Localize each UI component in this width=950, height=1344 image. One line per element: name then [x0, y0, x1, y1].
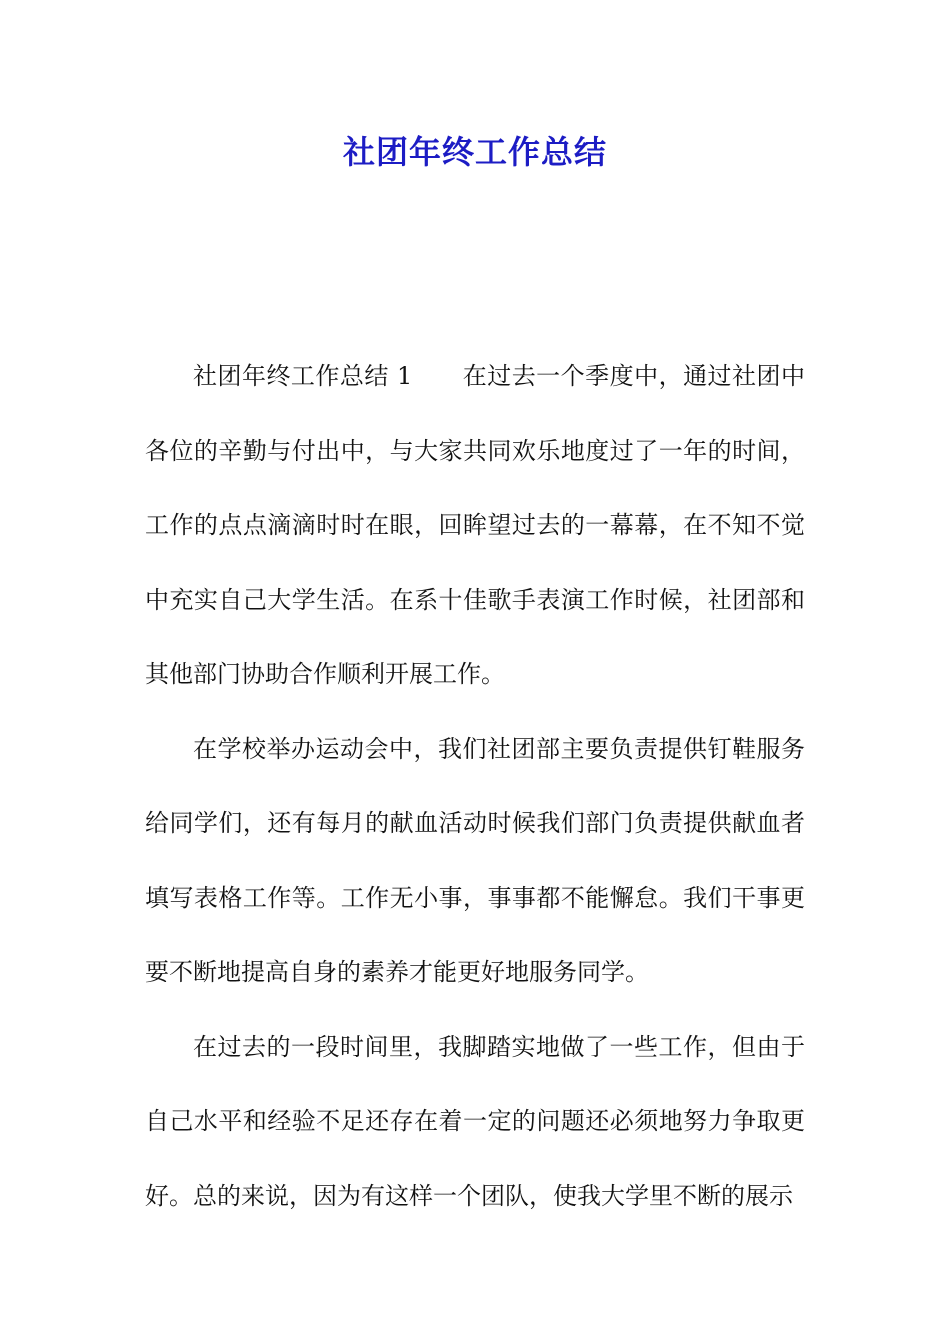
paragraph-1: [145, 339, 805, 712]
section-heading: 社团年终工作总结 1: [193, 362, 413, 390]
document-body: [145, 339, 805, 1233]
paragraph-1-text: 在过去一个季度中，通过社团中各位的辛勤与付出中，与大家共同欢乐地度过了一年的时间，工作的点点滴滴时时在眼，回眸望过去的一幕幕，在不知不觉中充实自己大学生活。在系十佳歌手表演工作时候，社团部和其他部门协助合作顺利开展工作。: [145, 362, 806, 688]
paragraph-2: 在学校举办运动会中，我们社团部主要负责提供钉鞋服务给同学们，还有每月的献血活动时候我们部门负责提供献血者填写表格工作等。工作无小事，事事都不能懈怠。我们干事更要不断地提高自身的素养才能更好地服务同学。: [145, 734, 805, 986]
document-title: 社团年终工作总结: [342, 133, 607, 171]
paragraph-3: 在过去的一段时间里，我脚踏实地做了一些工作，但由于自己水平和经验不足还存在着一定的问题还必须地努力争取更好。总的来说，因为有这样一个团队，使我大学里不断的展示: [145, 1032, 805, 1210]
